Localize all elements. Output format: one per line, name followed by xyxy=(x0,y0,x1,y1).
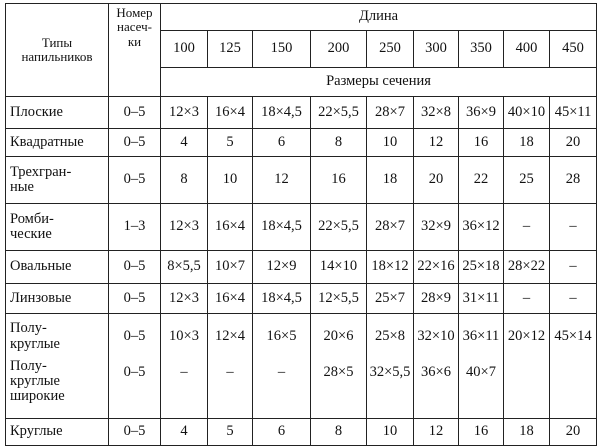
row-type-name-line: Квадратные xyxy=(10,133,84,150)
size-cell: 28×22 xyxy=(504,251,550,284)
row-type-name-line: Трехгран- xyxy=(10,163,72,180)
size-cell-top: 32×10 xyxy=(417,327,455,344)
length-cell: 450 xyxy=(550,31,597,68)
size-cell: 12 xyxy=(414,419,459,446)
size-cell: 8 xyxy=(311,129,367,157)
size-cell-top: 25×8 xyxy=(375,327,405,344)
row-type-name-line: Полу- xyxy=(10,320,47,337)
size-cell-bottom: 28×5 xyxy=(323,364,354,380)
size-cell: 12×9 xyxy=(253,251,311,284)
size-cell xyxy=(367,314,414,419)
size-cell: 28×7 xyxy=(367,204,414,251)
size-cell: 16×4 xyxy=(208,97,253,129)
row-type-name-line: Плоские xyxy=(10,103,63,120)
row-type-name xyxy=(6,129,109,157)
size-cell: 18×4,5 xyxy=(253,284,311,314)
table-row xyxy=(6,129,597,157)
row-type-name-line: Полу- xyxy=(10,358,47,374)
size-cell: 4 xyxy=(161,419,208,446)
row-type-name xyxy=(6,284,109,314)
row-notch: 0–5 xyxy=(109,97,161,129)
size-cell: 6 xyxy=(253,129,311,157)
size-cell-bottom xyxy=(550,359,596,418)
size-cell: 22×16 xyxy=(414,251,459,284)
table-row-half-round xyxy=(6,314,597,419)
table-row xyxy=(6,284,597,314)
size-cell: 14×10 xyxy=(311,251,367,284)
size-cell: 18×4,5 xyxy=(253,204,311,251)
size-cell: 8×5,5 xyxy=(161,251,208,284)
row-type-name-line: Овальные xyxy=(10,258,72,275)
size-cell: 28 xyxy=(550,157,597,204)
size-cell xyxy=(459,314,504,419)
row-type-name xyxy=(6,251,109,284)
size-cell-top: 45×14 xyxy=(554,327,592,344)
row-type-name-line: ные xyxy=(10,179,34,195)
size-cell: 12×5,5 xyxy=(311,284,367,314)
length-cell: 150 xyxy=(253,31,311,68)
size-cell: 12 xyxy=(253,157,311,204)
size-cell xyxy=(414,314,459,419)
size-cell-top: 20×12 xyxy=(507,327,546,344)
row-notch xyxy=(109,314,161,419)
row-type-name-line: Линзовые xyxy=(10,289,72,306)
size-cell: 12 xyxy=(414,129,459,157)
size-cell: 31×11 xyxy=(459,284,504,314)
length-cell: 200 xyxy=(311,31,367,68)
size-cell: 18 xyxy=(504,129,550,157)
row-notch: 0–5 xyxy=(109,284,161,314)
size-cell-bottom: – xyxy=(226,364,234,380)
size-cell: 5 xyxy=(208,419,253,446)
header-section-sizes: Размеры сечения xyxy=(161,68,597,97)
row-notch: 0–5 xyxy=(109,129,161,157)
size-cell: 10 xyxy=(367,419,414,446)
size-cell: 32×8 xyxy=(414,97,459,129)
row-type-name xyxy=(6,157,109,204)
size-cell xyxy=(161,314,208,419)
size-cell-top: 12×4 xyxy=(215,327,245,344)
table-row xyxy=(6,97,597,129)
size-cell: 20 xyxy=(550,129,597,157)
header-notch: Номер насеч- ки xyxy=(109,4,161,97)
size-cell-bottom: – xyxy=(180,364,188,380)
size-cell-bottom: – xyxy=(277,364,286,380)
size-cell: 16 xyxy=(459,129,504,157)
table-row xyxy=(6,419,597,446)
table-row xyxy=(6,251,597,284)
size-cell: 36×12 xyxy=(459,204,504,251)
size-cell: 12×3 xyxy=(161,204,208,251)
size-cell: 12×3 xyxy=(161,97,208,129)
row-type-name xyxy=(6,97,109,129)
size-cell-top: 10×3 xyxy=(169,327,199,344)
size-cell: 16×4 xyxy=(208,204,253,251)
size-cell-bottom: 36×6 xyxy=(421,364,451,380)
size-cell: 25 xyxy=(504,157,550,204)
row-type-name-line: широкие xyxy=(10,388,65,405)
size-cell xyxy=(504,314,550,419)
size-cell: 25×7 xyxy=(367,284,414,314)
size-cell: 6 xyxy=(253,419,311,446)
size-cell: 18 xyxy=(367,157,414,204)
row-notch: 0–5 xyxy=(109,251,161,284)
size-cell: 40×10 xyxy=(504,97,550,129)
size-cell: 45×11 xyxy=(550,97,597,129)
size-cell-bottom xyxy=(504,359,549,418)
size-cell xyxy=(550,314,597,419)
size-cell: 5 xyxy=(208,129,253,157)
header-length: Длина xyxy=(161,4,597,31)
row-type-name xyxy=(6,204,109,251)
size-cell-top: 16×5 xyxy=(266,327,297,344)
size-cell: 16 xyxy=(311,157,367,204)
size-cell: 12×3 xyxy=(161,284,208,314)
row-notch: 0–5 xyxy=(109,157,161,204)
size-cell: 36×9 xyxy=(459,97,504,129)
row-type-name-line: круглые xyxy=(10,335,60,352)
length-cell: 350 xyxy=(459,31,504,68)
size-cell: 28×7 xyxy=(367,97,414,129)
row-type-name-line: Ромби- xyxy=(10,210,54,227)
size-cell: 18 xyxy=(504,419,550,446)
size-cell: 10 xyxy=(367,129,414,157)
size-cell xyxy=(311,314,367,419)
size-cell: – xyxy=(550,251,597,284)
size-cell-bottom: 40×7 xyxy=(466,364,496,380)
size-cell: 16 xyxy=(459,419,504,446)
length-cell: 125 xyxy=(208,31,253,68)
size-cell xyxy=(208,314,253,419)
size-cell: 22×5,5 xyxy=(311,97,367,129)
size-cell-top: 36×11 xyxy=(462,327,500,344)
size-cell: 8 xyxy=(161,157,208,204)
size-cell: 10×7 xyxy=(208,251,253,284)
size-cell: 28×9 xyxy=(414,284,459,314)
size-cell: 4 xyxy=(161,129,208,157)
row-type-name-line: ческие xyxy=(10,226,52,242)
size-cell: 16×4 xyxy=(208,284,253,314)
size-cell: 32×9 xyxy=(414,204,459,251)
size-cell-top: 20×6 xyxy=(323,327,354,344)
size-cell: 25×18 xyxy=(459,251,504,284)
row-type-name: Круглые xyxy=(6,419,109,446)
length-cell: 300 xyxy=(414,31,459,68)
size-cell: 18×12 xyxy=(367,251,414,284)
table-body xyxy=(6,97,597,446)
length-cell: 100 xyxy=(161,31,208,68)
size-cell xyxy=(253,314,311,419)
row-notch-top: 0–5 xyxy=(123,327,146,344)
size-cell: 22×5,5 xyxy=(311,204,367,251)
size-cell: 22 xyxy=(459,157,504,204)
size-cell: – xyxy=(550,204,597,251)
table-row xyxy=(6,157,597,204)
header-types: Типы напильников xyxy=(6,4,109,97)
row-type-name xyxy=(6,314,109,419)
size-cell: – xyxy=(550,284,597,314)
length-cell: 250 xyxy=(367,31,414,68)
size-cell: 8 xyxy=(311,419,367,446)
size-cell: – xyxy=(504,284,550,314)
row-type-name-line: круглые xyxy=(10,373,60,390)
table-row xyxy=(6,204,597,251)
file-sizes-table xyxy=(5,3,597,446)
length-cell: 400 xyxy=(504,31,550,68)
size-cell: – xyxy=(504,204,550,251)
size-cell: 18×4,5 xyxy=(253,97,311,129)
size-cell: 20 xyxy=(414,157,459,204)
row-notch-bottom: 0–5 xyxy=(123,364,146,380)
row-notch: 1–3 xyxy=(109,204,161,251)
size-cell: 20 xyxy=(550,419,597,446)
size-cell-bottom: 32×5,5 xyxy=(369,364,411,380)
size-cell: 10 xyxy=(208,157,253,204)
row-notch: 0–5 xyxy=(109,419,161,446)
